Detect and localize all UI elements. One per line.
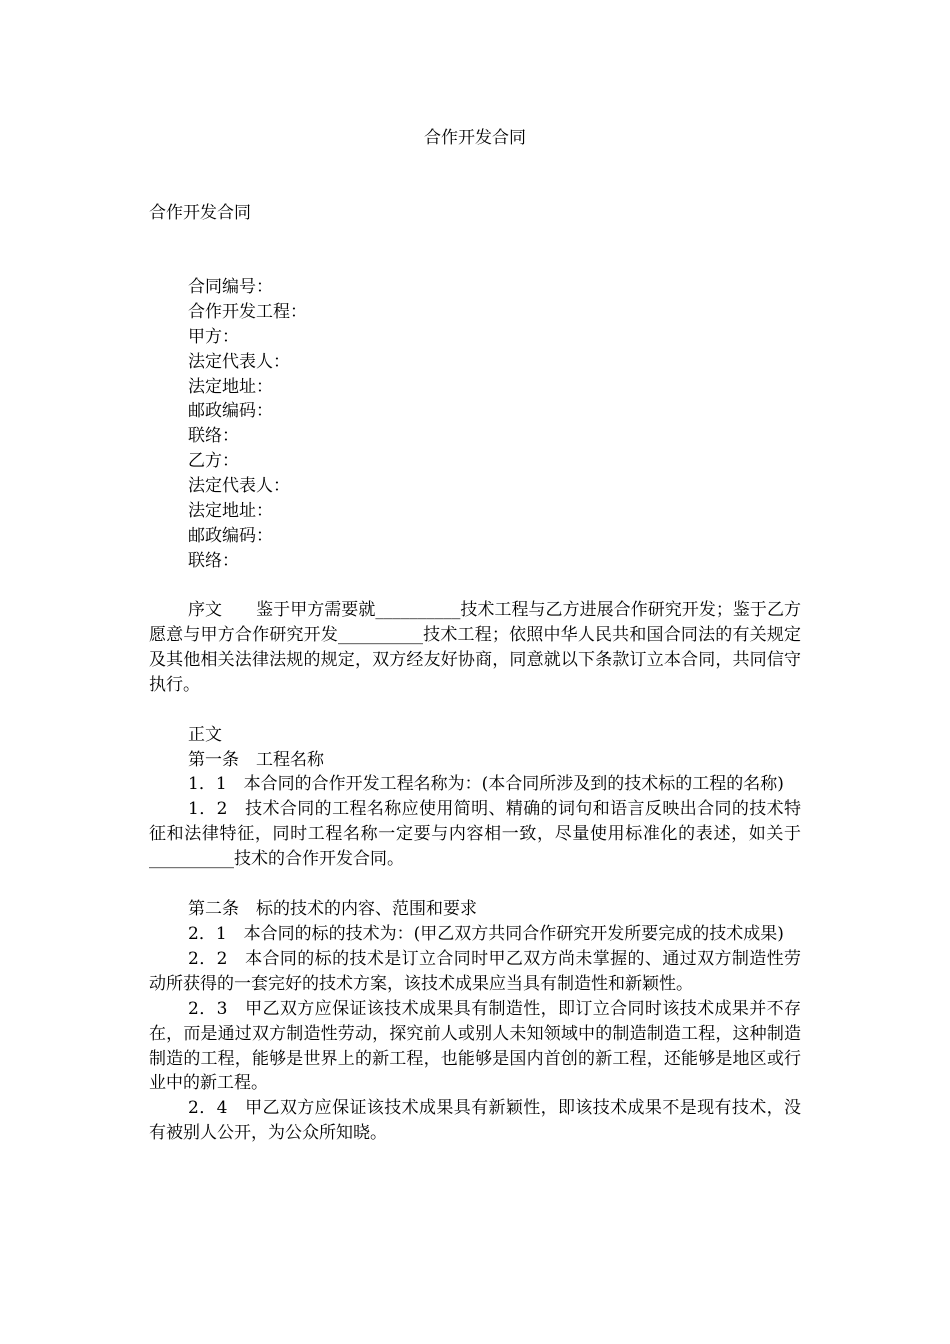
document-subtitle: 合作开发合同 [149, 203, 251, 223]
contract-fields [188, 275, 307, 574]
clause-2-4: 2．4 甲乙双方应保证该技术成果具有新颖性，即该技术成果不是现有技术，没有被别人公开，为公众所知晓。 [149, 1098, 801, 1144]
field-party-a-address: 法定地址： [188, 376, 273, 397]
field-party-a-representative: 法定代表人： [188, 351, 290, 372]
field-party-a-contact: 联络： [188, 426, 239, 447]
document-title: 合作开发合同 [424, 128, 526, 148]
field-party-a: 甲方： [188, 326, 239, 347]
field-contract-number: 合同编号： [188, 277, 273, 297]
spacer [149, 872, 801, 897]
clause-1-2: 1．2 技术合同的工程名称应使用简明、精确的词句和语言反映出合同的技术特征和法律特征，同时工程名称一定要与内容相一致，尽量使用标准化的表述，如关于__________技术的合作开发合同。 [149, 799, 801, 870]
field-party-b-postcode: 邮政编码： [188, 525, 273, 546]
field-party-a-postcode: 邮政编码： [188, 401, 273, 422]
preamble-paragraph: 序文 鉴于甲方需要就__________技术工程与乙方进展合作研究开发；鉴于乙方愿意与甲方合作研究开发__________技术工程；依照中华人民共和国合同法的有关规定及其他相关法律法规的规定，双方经友好协商，同意就以下条款订立本合同，共同信守执行。 [149, 600, 801, 695]
article-1-heading: 第一条 工程名称 [188, 749, 324, 770]
body-heading: 正文 [188, 724, 222, 745]
clause-1-1: 1．1 本合同的合作开发工程名称为：(本合同所涉及到的技术标的工程的名称) [188, 774, 784, 795]
clause-2-3: 2．3 甲乙双方应保证该技术成果具有制造性，即订立合同时该技术成果并不存在，而是通过双方制造性劳动，探究前人或别人未知领域中的制造制造工程，这种制造制造的工程，能够是世界上的新工程，也能够是国内首创的新工程，还能够是地区或行业中的新工程。 [149, 998, 801, 1094]
spacer [149, 698, 801, 723]
contract-body [149, 598, 801, 1146]
field-party-b-contact: 联络： [188, 550, 239, 571]
field-party-b-address: 法定地址： [188, 501, 273, 522]
field-party-b-representative: 法定代表人： [188, 476, 290, 497]
clause-2-1: 2．1 本合同的标的技术为：(甲乙双方共同合作研究开发所要完成的技术成果) [188, 923, 784, 944]
article-2-heading: 第二条 标的技术的内容、范围和要求 [188, 899, 477, 920]
field-project: 合作开发工程： [188, 301, 307, 322]
clause-2-2: 2．2 本合同的标的技术是订立合同时甲乙双方尚未掌握的、通过双方制造性劳动所获得的一套完好的技术方案，该技术成果应当具有制造性和新颖性。 [149, 948, 801, 994]
field-party-b: 乙方： [188, 451, 239, 472]
